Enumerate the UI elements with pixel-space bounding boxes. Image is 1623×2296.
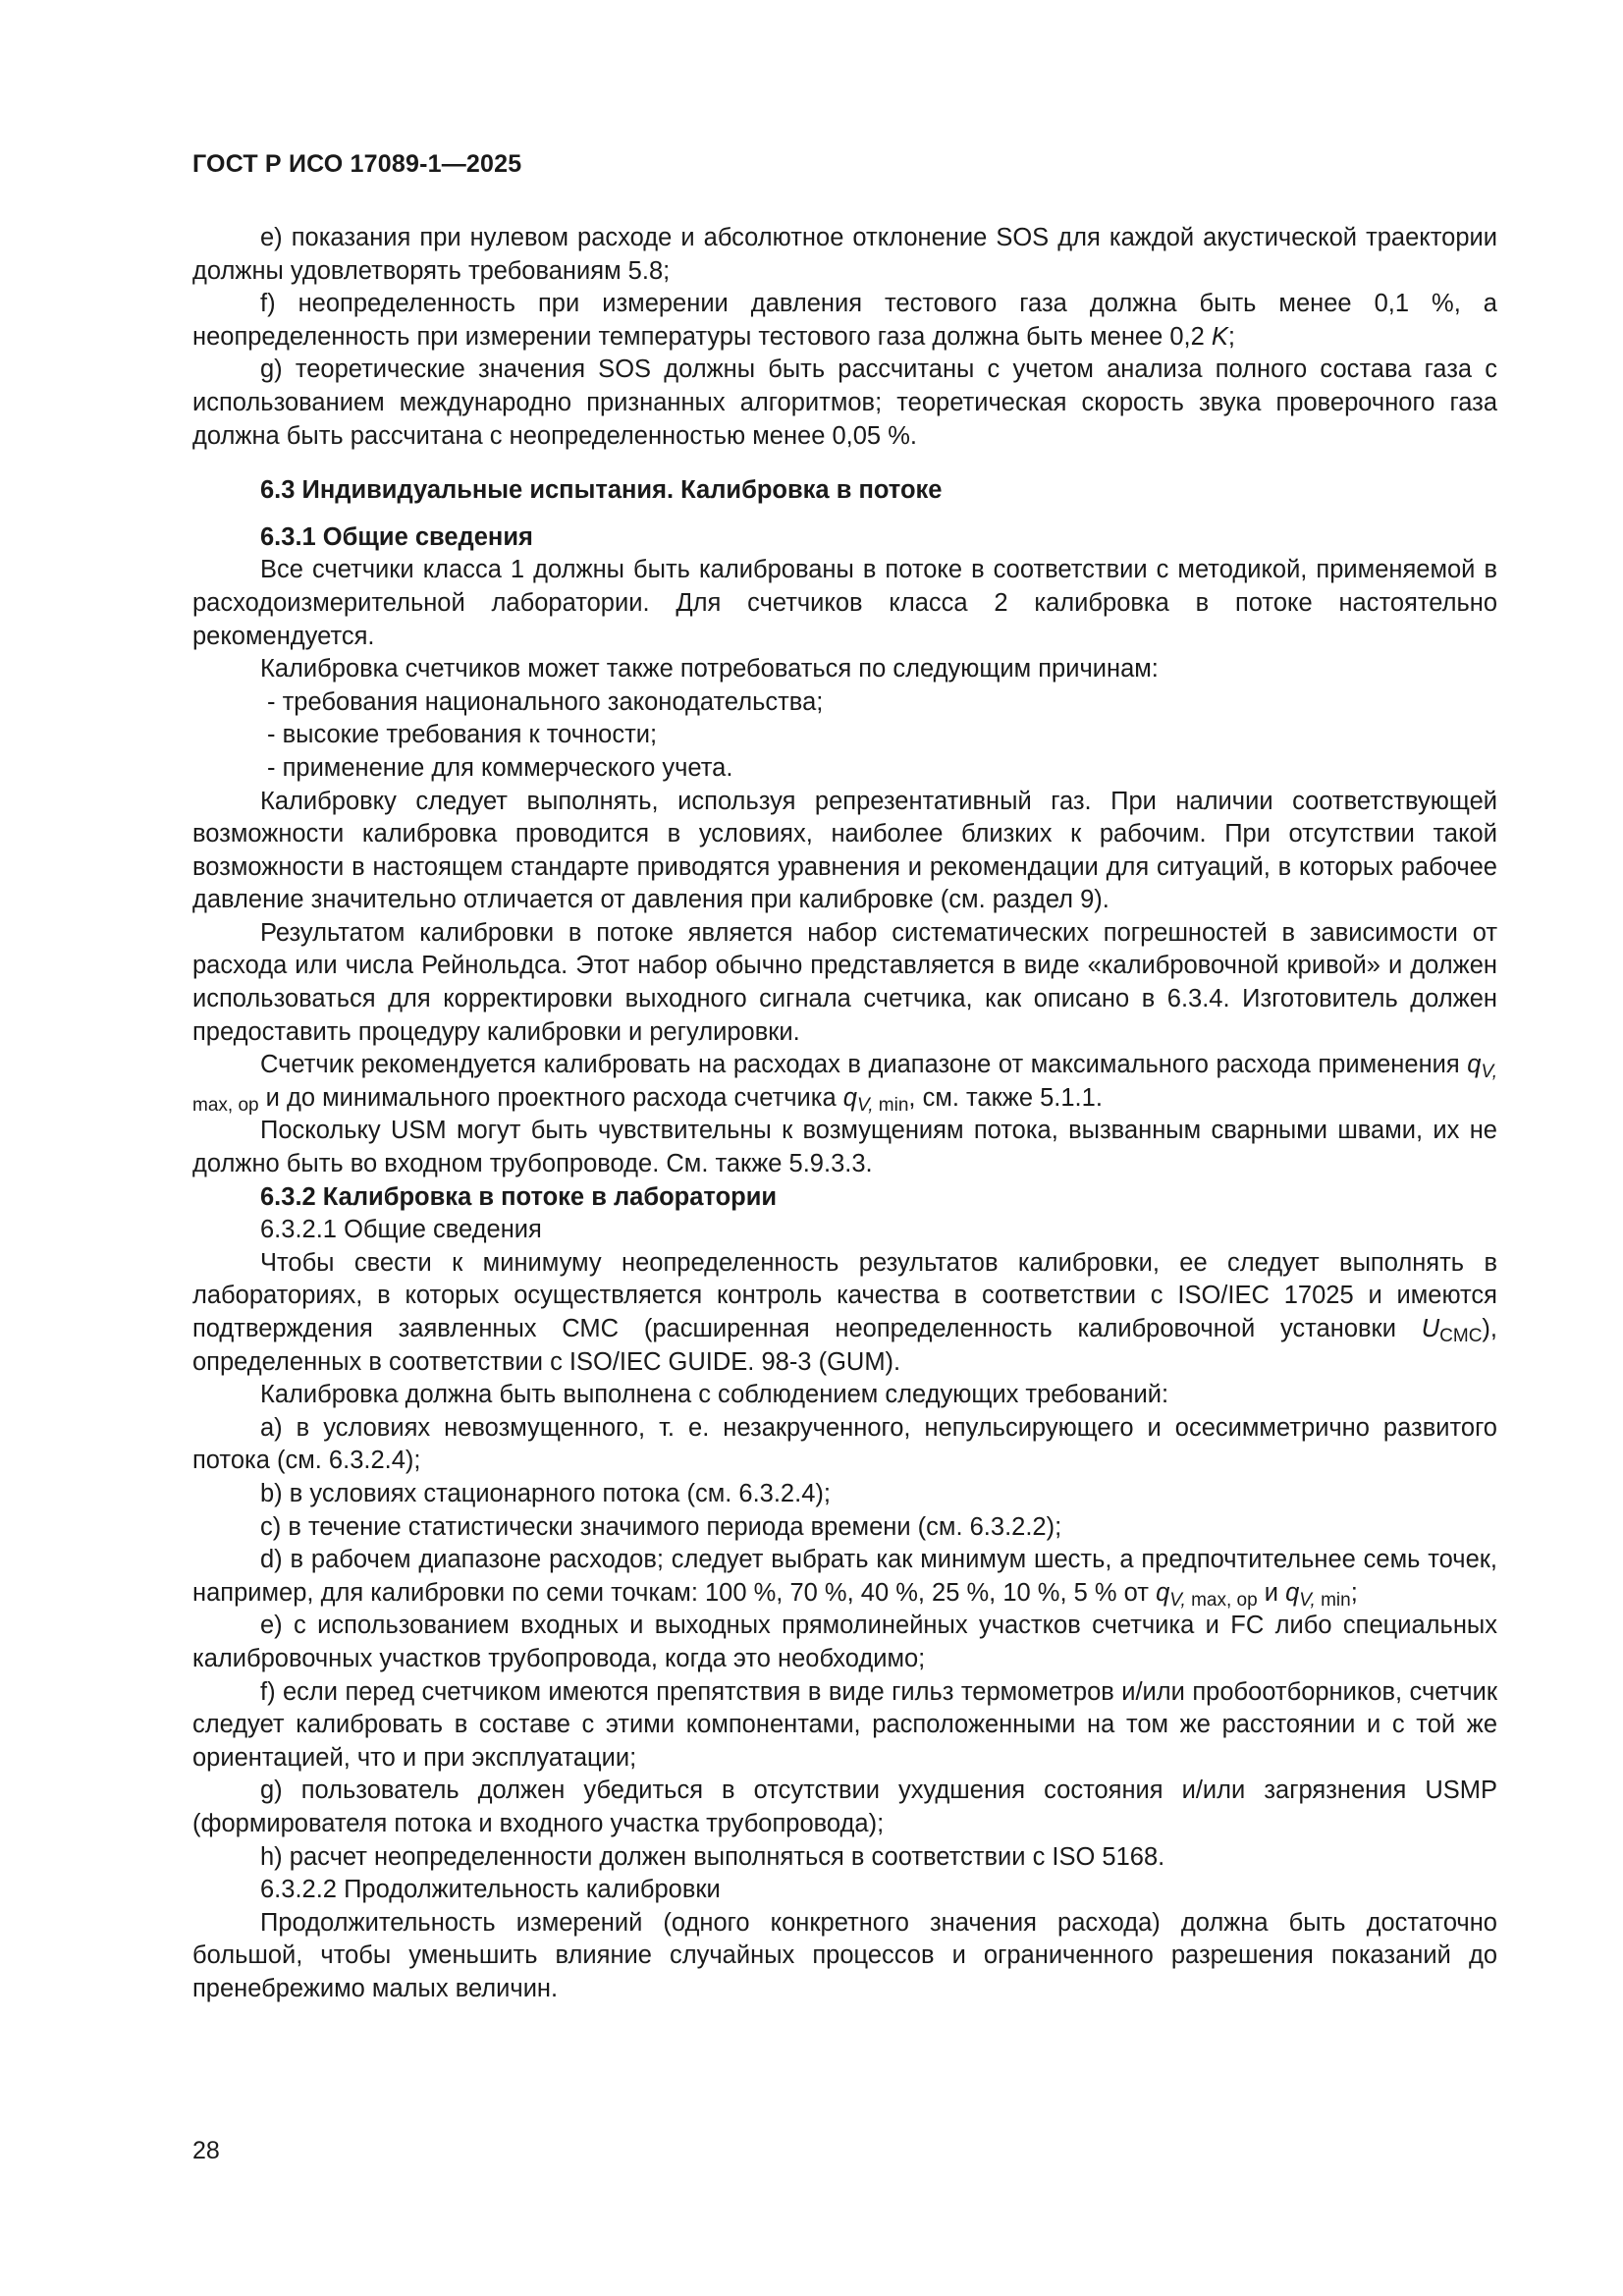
requirement-f: f) если перед счетчиком имеются препятствия в виде гильз термометров и/или пробоотборников, счетчик следует калибровать в составе с этими компонентами, расположенными на том же расстоянии и с той же ориентацией, что и при эксплуатации; [192,1677,1497,1772]
document-body [192,222,1497,2005]
document-header: ГОСТ Р ИСО 17089-1—2025 [192,150,522,178]
paragraph-f-uncertainty: f) неопределенность при измерении давления тестового газа должна быть менее 0,1 %, а неопределенность при измерении температуры тестового газа должна быть менее 0,2 K; [192,290,1497,351]
section-heading-6-3-1: 6.3.1 Общие сведения [260,522,533,551]
paragraph-e-zero-flow: e) показания при нулевом расходе и абсолютное отклонение SOS для каждой акустической траектории должны удовлетворять требованиям 5.8; [192,224,1497,285]
list-item-accuracy: - высокие требования к точности; [267,721,658,749]
paragraph-flow-range: Счетчик рекомендуется калибровать на расходах в диапазоне от максимального расхода применения $q_{V, max, op}$ и до минимального проектного расхода счетчика $q_{V, min}$, см. также 5.1.1. [192,1051,1497,1116]
requirement-h: h) расчет неопределенности должен выполняться в соответствии с ISO 5168. [260,1842,1165,1871]
requirement-e: e) с использованием входных и выходных прямолинейных участков счетчика и FC либо специальных калибровочных участков трубопровода, когда это необходимо; [192,1612,1497,1672]
subsection-heading-6-3-2-1: 6.3.2.1 Общие сведения [260,1216,542,1244]
paragraph-weld-disturbances: Поскольку USM могут быть чувствительны к возмущениям потока, вызванным сварными швами, их не должно быть во входном трубопроводе. См. также 5.9.3.3. [192,1117,1497,1178]
paragraph-representative-gas: Калибровку следует выполнять, используя репрезентативный газ. При наличии соответствующей возможности калибровка проводится в условиях, наиболее близких к рабочим. При отсутствии такой возможности в настоящем стандарте приводятся уравнения и рекомендации для ситуаций, в которых рабочее давление значительно отличается от давления при калибровке (см. раздел 9). [192,787,1497,914]
paragraph-duration: Продолжительность измерений (одного конкретного значения расхода) должна быть достаточно большой, чтобы уменьшить влияние случайных процессов и ограниченного разрешения показаний до пренебрежимо малых величин. [192,1908,1497,2002]
section-heading-6-3-2: 6.3.2 Калибровка в потоке в лаборатории [260,1182,778,1211]
paragraph-reasons-intro: Калибровка счетчиков может также потребоваться по следующим причинам: [260,655,1159,683]
page-number: 28 [192,2137,220,2164]
paragraph-lab-quality: Чтобы свести к минимуму неопределенность результатов калибровки, ее следует выполнять в лабораториях, в которых осуществляется контроль качества в соответствии с ISO/IEC 17025 и имеются подтверждения заявленных СМС (расширенная неопределенность калибровочной установки $U_{CMC}$), определенных в соответствии с ISO/IEC GUIDE. 98-3 (GUM). [192,1248,1497,1376]
requirement-b: b) в условиях стационарного потока (см. 6.3.2.4); [260,1479,831,1507]
requirement-g: g) пользователь должен убедиться в отсутствии ухудшения состояния и/или загрязнения USMP (формирователя потока и входного участка трубопровода); [192,1777,1497,1837]
list-item-legislation: - требования национального законодательства; [267,687,824,716]
requirement-c: c) в течение статистически значимого периода времени (см. 6.3.2.2); [260,1512,1062,1541]
paragraph-calibration-result: Результатом калибровки в потоке является набор систематических погрешностей в зависимости от расхода или числа Рейнольдса. Этот набор обычно представляется в виде «калибровочной кривой» и должен использоваться для корректировки выходного сигнала счетчика, как описано в 6.3.4. Изготовитель должен предоставить процедуру калибровки и регулировки. [192,918,1497,1046]
requirement-a: a) в условиях невозмущенного, т. е. незакрученного, непульсирующего и осесимметрично развитого потока (см. 6.3.2.4); [192,1413,1497,1475]
paragraph-requirements-intro: Калибровка должна быть выполнена с соблюдением следующих требований: [260,1381,1169,1409]
paragraph-g-sos: g) теоретические значения SOS должны быть рассчитаны с учетом анализа полного состава газа с использованием международно признанных алгоритмов; теоретическая скорость звука проверочного газа должна быть рассчитана с неопределенностью менее 0,05 %. [192,355,1497,450]
section-heading-6-3: 6.3 Индивидуальные испытания. Калибровка в потоке [260,476,943,505]
requirement-d: d) в рабочем диапазоне расходов; следует выбрать как минимум шесть, а предпочтительнее семь точек, например, для калибровки по семи точкам: 100 %, 70 %, 40 %, 25 %, 10 %, 5 % от $q_{V, max, op}$ и $q_{V, min}$; [192,1546,1497,1611]
subsection-heading-6-3-2-2: 6.3.2.2 Продолжительность калибровки [260,1876,721,1904]
paragraph-class-calibration: Все счетчики класса 1 должны быть калиброваны в потоке в соответствии с методикой, применяемой в расходоизмерительной лаборатории. Для счетчиков класса 2 калибровка в потоке настоятельно рекомендуется. [192,556,1497,650]
list-item-commercial: - применение для коммерческого учета. [267,753,733,782]
